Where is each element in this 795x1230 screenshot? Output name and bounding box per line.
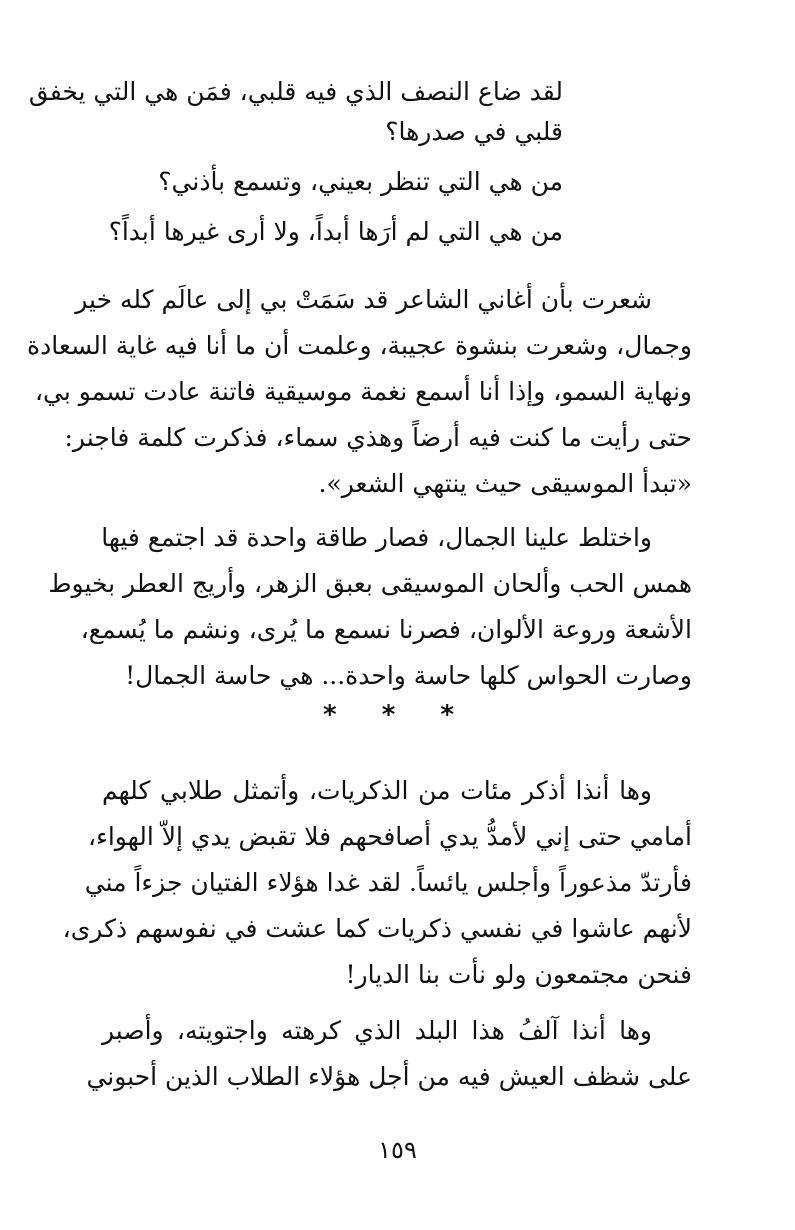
text-line: أمامي حتى إني لأمدُّ يدي أصافحهم فلا تقبض يدي إلاّ الهواء، bbox=[88, 822, 692, 851]
section-separator: * * * bbox=[323, 700, 472, 730]
poem-line: من هي التي لم أرَها أبداً، ولا أرى غيرها أبداً؟ bbox=[108, 217, 563, 246]
poem-line: من هي التي تنظر بعيني، وتسمع بأذني؟ bbox=[158, 167, 563, 196]
text-line: حتى رأيت ما كنت فيه أرضاً وهذي سماء، فذكرت كلمة فاجنر: bbox=[64, 423, 692, 452]
text-line: واختلط علينا الجمال، فصار طاقة واحدة قد اجتمع فيها bbox=[101, 523, 652, 552]
page-number: ١٥٩ bbox=[378, 1136, 417, 1164]
paragraph bbox=[62, 768, 692, 998]
text-line: فأرتدّ مذعوراً وأجلس يائساً. لقد غدا هؤلاء الفتيان جزءاً مني bbox=[84, 868, 692, 897]
text-line: على شظف العيش فيه من أجل هؤلاء الطلاب الذين أحبوني bbox=[86, 1062, 692, 1091]
paragraph bbox=[27, 277, 692, 507]
poem-line: لقد ضاع النصف الذي فيه قلبي، فمَن هي التي يخفق bbox=[28, 77, 563, 106]
text-line: وجمال، وشعرت بنشوة عجيبة، وعلمت أن ما أنا فيه غاية السعادة bbox=[27, 331, 692, 360]
text-line: وصارت الحواس كلها حاسة واحدة... هي حاسة الجمال! bbox=[125, 661, 692, 690]
text-line: فنحن مجتمعون ولو نأت بنا الديار! bbox=[345, 960, 692, 989]
text-line: وها أنذا أذكر مئات من الذكريات، وأتمثل طلابي كلهم bbox=[102, 776, 652, 805]
text-line: الأشعة وروعة الألوان، فصرنا نسمع ما يُرى، ونشم ما يُسمع، bbox=[80, 615, 692, 644]
text-line: همس الحب وألحان الموسيقى بعبق الزهر، وأريج العطر بخيوط bbox=[48, 569, 692, 598]
text-line: ونهاية السمو، وإذا أنا أسمع نغمة موسيقية فاتنة عادت تسمو بي، bbox=[34, 377, 692, 406]
text-line: شعرت بأن أغاني الشاعر قد سَمَتْ بي إلى عالَم كله خير bbox=[75, 285, 652, 314]
paragraph bbox=[48, 515, 692, 699]
text-line: «تبدأ الموسيقى حيث ينتهي الشعر». bbox=[318, 469, 692, 498]
poem-line: قلبي في صدرها؟ bbox=[385, 117, 563, 146]
paragraph bbox=[86, 1008, 692, 1100]
text-line: وها أنذا آلفُ هذا البلد الذي كرهته واجتويته، وأصبر bbox=[102, 1016, 652, 1045]
text-line: لأنهم عاشوا في نفسي ذكريات كما عشت في نفوسهم ذكرى، bbox=[62, 914, 692, 943]
poem-block bbox=[28, 72, 563, 252]
